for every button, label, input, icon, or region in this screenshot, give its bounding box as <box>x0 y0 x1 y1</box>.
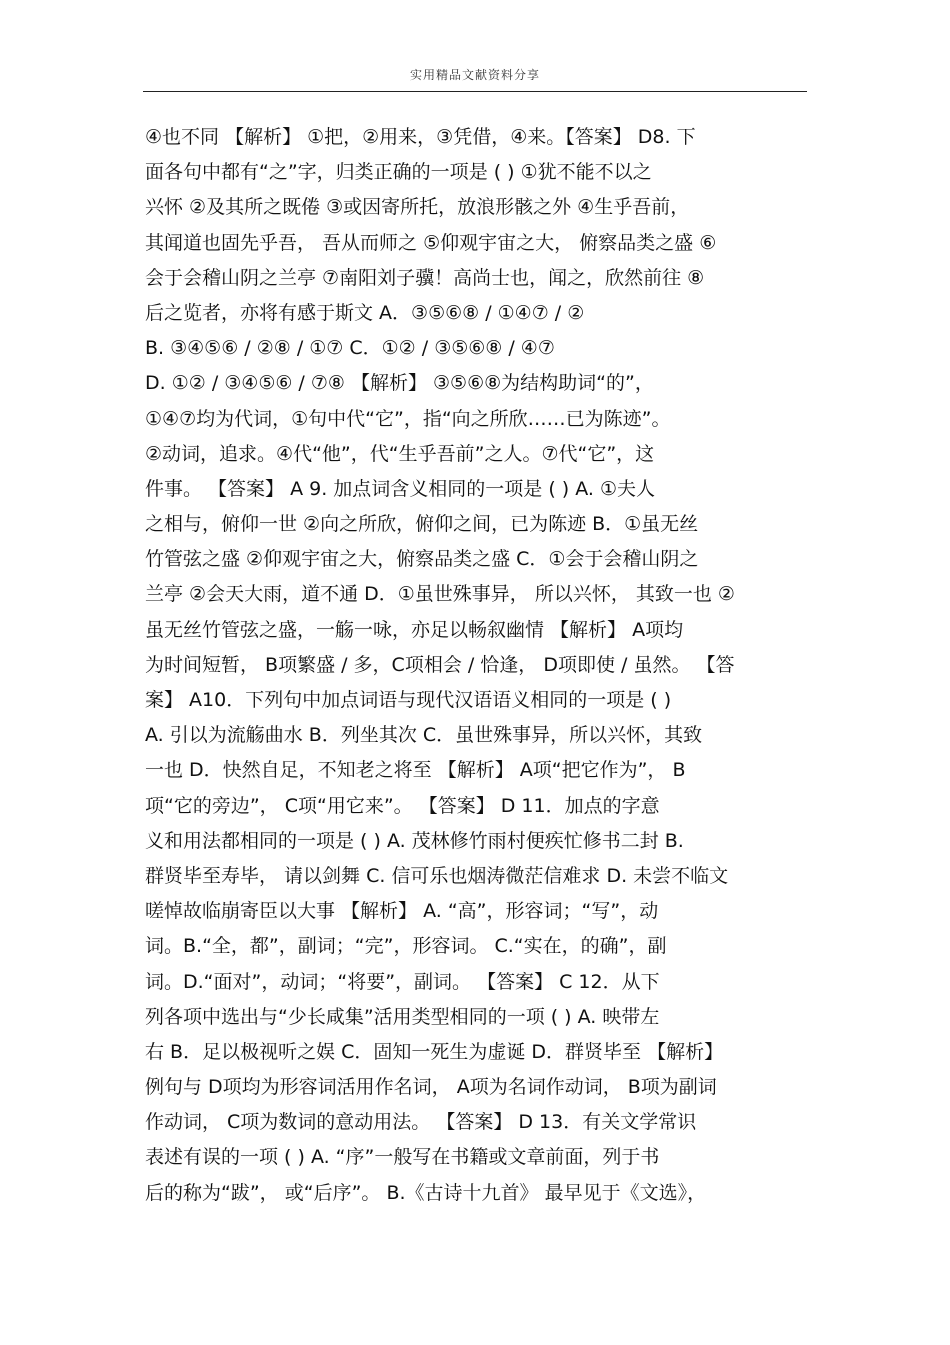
text-line: 竹管弦之盛 ②仰观宇宙之大，俯察品类之盛 C．①会于会稽山阴之 <box>145 548 699 571</box>
text-line: 虽无丝竹管弦之盛，一觞一咏，亦足以畅叙幽情 【解析】 A项均 <box>145 618 684 641</box>
text-line: 件事。 【答案】 A 9. 加点词含义相同的一项是 ( ) A. ①夫人 <box>145 477 656 500</box>
text-line: 右 B．足以极视听之娱 C．固知一死生为虚诞 D．群贤毕至 【解析】 <box>145 1040 724 1063</box>
text-line: 后之览者，亦将有感于斯文 A．③⑤⑥⑧ / ①④⑦ / ② <box>145 301 585 324</box>
text-line: 为时间短暂， B项繁盛 / 多，C项相会 / 恰逢， D项即使 / 虽然。 【答 <box>145 653 735 676</box>
text-line: 兴怀 ②及其所之既倦 ③或因寄所托，放浪形骸之外 ④生乎吾前， <box>145 196 690 219</box>
text-line: 兰亭 ②会天大雨，道不通 D．①虽世殊事异， 所以兴怀， 其致一也 ② <box>145 583 735 606</box>
text-line: 作动词， C项为数词的意动用法。 【答案】 D 13．有关文学常识 <box>145 1111 697 1134</box>
text-line: 项“它的旁边”， C项“用它来”。 【答案】 D 11．加点的字意 <box>145 794 660 817</box>
text-line: 表述有误的一项 ( ) A. “序”一般写在书籍或文章前面，列于书 <box>145 1146 660 1169</box>
text-line: 案】 A10．下列句中加点词语与现代汉语语义相同的一项是 ( ) <box>145 689 672 711</box>
text-line: 嗟悼故临崩寄臣以大事 【解析】 A. “高”，形容词；“写”，动 <box>145 900 659 923</box>
text-line: ④也不同 【解析】 ①把，②用来，③凭借，④来。【答案】 D8. 下 <box>145 126 696 148</box>
text-line: A. 引以为流觞曲水 B．列坐其次 C．虽世殊事异，所以兴怀，其致 <box>145 724 703 747</box>
text-line: 其闻道也固先乎吾， 吾从而师之 ⑤仰观宇宙之大， 俯察品类之盛 ⑥ <box>145 231 717 254</box>
text-line: 一也 D．快然自足，不知老之将至 【解析】 A项“把它作为”， B <box>145 759 686 782</box>
text-line: 词。D.“面对”，动词；“将要”，副词。 【答案】 C 12．从下 <box>145 970 660 993</box>
text-line: D. ①② / ③④⑤⑥ / ⑦⑧ 【解析】 ③⑤⑥⑧为结构助词“的”， <box>145 372 654 395</box>
text-line: 之相与，俯仰一世 ②向之所欣，俯仰之间，已为陈迹 B．①虽无丝 <box>145 513 699 536</box>
text-line: 例句与 D项均为形容词活用作名词， A项为名词作动词， B项为副词 <box>145 1076 717 1099</box>
text-line: ①④⑦均为代词，①句中代“它”，指“向之所欣……已为陈迹”。 <box>145 407 671 430</box>
text-line: B. ③④⑤⑥ / ②⑧ / ①⑦ C．①② / ③⑤⑥⑧ / ④⑦ <box>145 337 555 360</box>
text-line: 面各句中都有“之”字，归类正确的一项是 ( ) ①犹不能不以之 <box>145 161 652 184</box>
text-line: 群贤毕至寿毕， 请以剑舞 C. 信可乐也烟涛微茫信难求 D. 未尝不临文 <box>145 864 729 887</box>
document-body <box>145 120 811 1211</box>
text-line: 会于会稽山阴之兰亭 ⑦南阳刘子骥！高尚士也，闻之，欣然前往 ⑧ <box>145 266 705 289</box>
page-header: 实用精品文献资料分享 <box>409 68 540 82</box>
text-line: 列各项中选出与“少长咸集”活用类型相同的一项 ( ) A. 映带左 <box>145 1005 660 1028</box>
text-line: ②动词，追求。④代“他”，代“生乎吾前”之人。⑦代“它”，这 <box>145 442 655 465</box>
text-line: 义和用法都相同的一项是 ( ) A. 茂林修竹雨村便疾忙修书二封 B. <box>145 829 684 852</box>
text-line: 词。B.“全，都”，副词；“完”，形容词。 C.“实在，的确”，副 <box>145 935 667 958</box>
text-line: 后的称为“跋”， 或“后序”。 B.《古诗十九首》 最早见于《文选》， <box>145 1181 707 1204</box>
header-divider <box>143 91 807 92</box>
